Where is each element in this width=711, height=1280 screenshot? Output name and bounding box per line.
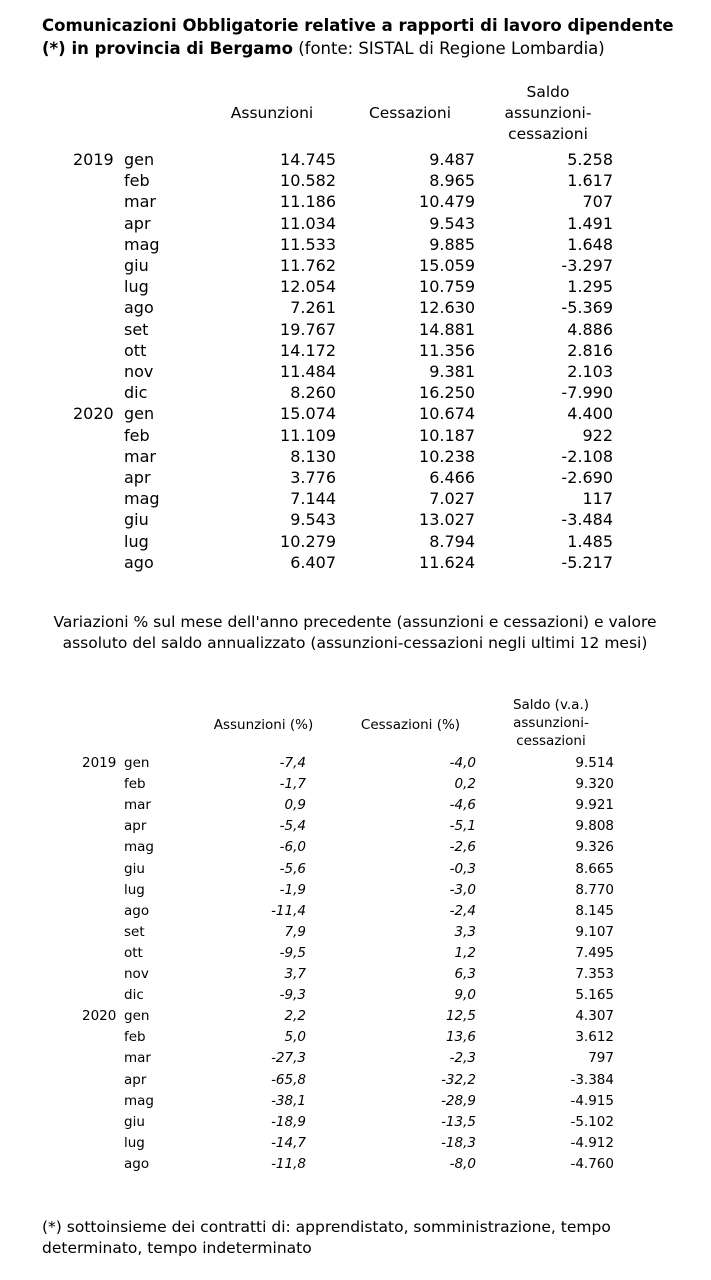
assunzioni-cell: 3.776 [290,468,336,487]
year-cell: 2019 [82,755,117,771]
saldo-cell: -5.102 [570,1113,614,1130]
cessazioni-cell: 10.759 [419,277,475,297]
saldo-cell: -3.384 [570,1071,614,1088]
cessazioni-cell: 9.543 [429,213,475,233]
saldo-cell: 9.107 [575,923,614,940]
table-row [0,467,711,488]
t1-header-cessazioni: Cessazioni [368,104,452,122]
assunzioni-cell: 8.130 [290,446,336,466]
month-cell: mag [124,839,154,856]
cessazioni-cell: 9.381 [429,362,475,381]
saldo-cell: 707 [582,192,613,212]
table-row [0,340,711,361]
saldo-cell: -2.108 [561,446,613,466]
month-cell: mag [124,489,160,509]
t2-header-saldo: Saldo (v.a.) assunzioni-cessazioni [512,697,590,749]
table-row [0,509,711,530]
month-cell: nov [124,362,154,381]
assunzioni-cell: 7.144 [290,489,336,509]
cessazioni-cell: -0,3 [449,860,476,877]
saldo-cell: 9.808 [575,818,614,835]
cessazioni-cell: -4,6 [449,797,476,814]
year-cell: 2019 [73,150,114,169]
table-row [0,795,711,816]
table-row [0,1091,711,1112]
month-cell: feb [124,776,146,793]
table-row [0,1112,711,1133]
saldo-cell: 922 [582,425,613,445]
cessazioni-cell: -28,9 [441,1092,476,1109]
saldo-cell: -3.484 [561,510,613,530]
title-source: (fonte: SISTAL di Regione Lombardia) [298,39,605,58]
cessazioni-cell: 6.466 [429,468,475,487]
month-cell: ago [124,902,150,919]
assunzioni-cell: -5,4 [279,818,306,835]
cessazioni-cell: 15.059 [419,256,475,275]
month-cell: feb [124,425,150,445]
month-cell: giu [124,510,149,530]
t1-header-saldo: Saldo assunzioni-cessazioni [504,83,592,143]
month-cell: lug [124,531,149,551]
table-row [0,361,711,382]
assunzioni-cell: -1,9 [279,881,306,898]
saldo-cell: 1.491 [567,213,613,233]
saldo-cell: 9.514 [575,755,614,771]
saldo-cell: 9.320 [575,776,614,793]
table-row [0,213,711,234]
cessazioni-cell: -4,0 [449,755,476,771]
month-cell: ago [124,552,154,572]
month-cell: mag [124,234,160,254]
month-cell: gen [124,404,155,424]
month-cell: dic [124,383,148,403]
assunzioni-cell: -18,9 [271,1113,306,1130]
saldo-cell: 1.485 [567,531,613,551]
month-cell: mag [124,1092,154,1109]
saldo-cell: 5.165 [575,987,614,1004]
saldo-cell: 7.495 [575,944,614,961]
saldo-cell: 4.307 [575,1008,614,1025]
assunzioni-cell: -14,7 [271,1134,306,1151]
table-row [0,446,711,467]
assunzioni-cell: 6.407 [290,552,336,572]
cessazioni-cell: 9,0 [454,987,476,1004]
cessazioni-cell: 0,2 [454,776,476,793]
cessazioni-cell: 14.881 [419,319,475,339]
month-cell: feb [124,1029,146,1046]
saldo-cell: -5.369 [561,298,613,318]
table-row [0,774,711,795]
saldo-cell: 8.665 [575,860,614,877]
assunzioni-cell: 11.186 [280,192,336,212]
assunzioni-cell: 11.533 [280,234,336,254]
cessazioni-cell: 10.479 [419,192,475,212]
table-row [0,859,711,880]
saldo-cell: 3.612 [575,1029,614,1046]
cessazioni-cell: 8.965 [429,171,475,191]
assunzioni-cell: 11.109 [280,425,336,445]
table-row [0,382,711,403]
month-cell: lug [124,1134,145,1151]
year-cell: 2020 [82,1008,117,1025]
assunzioni-cell: -1,7 [279,776,306,793]
month-cell: ott [124,944,143,961]
table-row [0,255,711,276]
saldo-cell: 797 [588,1050,614,1067]
saldo-cell: 5.258 [567,150,613,169]
table-row [0,922,711,943]
assunzioni-cell: 11.762 [280,256,336,275]
assunzioni-cell: -9,5 [279,944,306,961]
saldo-cell: -4.915 [570,1092,614,1109]
assunzioni-cell: 7,9 [284,923,306,940]
cessazioni-cell: 10.674 [419,404,475,424]
saldo-cell: 1.648 [567,234,613,254]
cessazioni-cell: -8,0 [449,1155,476,1172]
table-row [0,234,711,255]
month-cell: mar [124,446,156,466]
saldo-cell: -5.217 [561,552,613,572]
month-cell: apr [124,468,151,487]
cessazioni-cell: 3,3 [454,923,476,940]
month-cell: gen [124,150,155,169]
cessazioni-cell: 11.624 [419,552,475,572]
footnote: (*) sottoinsieme dei contratti di: apprendistato, somministrazione, tempo determinato, tempo indeterminato [42,1218,611,1257]
cessazioni-cell: 12,5 [445,1008,476,1025]
month-cell: mar [124,192,156,212]
cessazioni-cell: 11.356 [419,340,475,360]
assunzioni-cell: -9,3 [279,987,306,1004]
cessazioni-cell: 10.187 [419,425,475,445]
table-row [0,319,711,340]
table-row [0,1048,711,1069]
saldo-cell: 4.886 [567,319,613,339]
cessazioni-cell: 6,3 [454,966,476,982]
table-row [0,488,711,509]
month-cell: gen [124,755,150,771]
assunzioni-cell: -27,3 [271,1050,306,1067]
saldo-cell: 8.770 [575,881,614,898]
month-cell: giu [124,256,149,275]
table-row [0,170,711,191]
assunzioni-cell: 8.260 [290,383,336,403]
assunzioni-cell: 10.279 [280,531,336,551]
saldo-cell: -4.912 [570,1134,614,1151]
table-row [0,880,711,901]
cessazioni-cell: -3,0 [449,881,476,898]
saldo-cell: -3.297 [561,256,613,275]
assunzioni-cell: 0,9 [284,797,306,814]
saldo-cell: 8.145 [575,902,614,919]
table-row [0,425,711,446]
assunzioni-cell: 12.054 [280,277,336,297]
saldo-cell: -4.760 [570,1155,614,1172]
table-row [0,837,711,858]
table-row [0,985,711,1006]
cessazioni-cell: -2,3 [449,1050,476,1067]
saldo-cell: -7.990 [561,383,613,403]
month-cell: dic [124,987,144,1004]
assunzioni-cell: -38,1 [271,1092,306,1109]
month-cell: lug [124,881,145,898]
month-cell: mar [124,797,151,814]
cessazioni-cell: 13,6 [445,1029,476,1046]
assunzioni-cell: -6,0 [279,839,306,856]
assunzioni-cell: 14.172 [280,340,336,360]
saldo-cell: 7.353 [575,966,614,982]
month-cell: gen [124,1008,150,1025]
cessazioni-cell: 12.630 [419,298,475,318]
year-cell: 2020 [73,404,114,424]
assunzioni-cell: 15.074 [280,404,336,424]
cessazioni-cell: -5,1 [449,818,476,835]
t2-header-cessazioni: Cessazioni (%) [360,717,461,733]
cessazioni-cell: 9.487 [429,150,475,169]
cessazioni-cell: 16.250 [419,383,475,403]
month-cell: giu [124,860,145,877]
table-row [0,964,711,985]
saldo-cell: 1.295 [567,277,613,297]
table-row [0,901,711,922]
cessazioni-cell: 1,2 [454,944,476,961]
assunzioni-cell: 11.034 [280,213,336,233]
saldo-cell: 4.400 [567,404,613,424]
assunzioni-cell: -5,6 [279,860,306,877]
month-cell: set [124,319,149,339]
table-row [0,552,711,573]
assunzioni-cell: -65,8 [271,1071,306,1088]
cessazioni-cell: -13,5 [441,1113,476,1130]
table-row [0,149,711,170]
month-cell: giu [124,1113,145,1130]
assunzioni-cell: 3,7 [284,966,306,982]
table-row [0,1154,711,1175]
assunzioni-cell: -7,4 [279,755,306,771]
month-cell: feb [124,171,150,191]
assunzioni-cell: 5,0 [284,1029,306,1046]
month-cell: ott [124,340,147,360]
saldo-cell: 1.617 [567,171,613,191]
month-cell: nov [124,966,149,982]
table2-subtitle: Variazioni % sul mese dell'anno precedente (assunzioni e cessazioni) e valore assoluto del saldo annualizzato (assunzioni-cessazioni negli ultimi 12 mesi) [53,613,657,652]
title-bold: Comunicazioni Obbligatorie relative a rapporti di lavoro dipendente (*) in provincia di Bergamo [42,16,674,58]
table-row [0,816,711,837]
table-row [0,191,711,212]
assunzioni-cell: 11.484 [280,362,336,381]
assunzioni-cell: 14.745 [280,150,336,169]
table-row [0,753,711,774]
saldo-cell: -2.690 [561,468,613,487]
assunzioni-cell: 9.543 [290,510,336,530]
t2-header-assunzioni: Assunzioni (%) [213,717,314,733]
month-cell: apr [124,818,147,835]
table-row [0,1133,711,1154]
cessazioni-cell: -32,2 [441,1071,476,1088]
cessazioni-cell: 7.027 [429,489,475,509]
assunzioni-cell: 2,2 [284,1008,306,1025]
assunzioni-cell: 10.582 [280,171,336,191]
cessazioni-cell: 8.794 [429,531,475,551]
month-cell: apr [124,1071,147,1088]
t1-header-assunzioni: Assunzioni [230,104,314,122]
saldo-cell: 9.326 [575,839,614,856]
month-cell: lug [124,277,149,297]
assunzioni-cell: -11,8 [271,1155,306,1172]
cessazioni-cell: -2,4 [449,902,476,919]
saldo-cell: 117 [582,489,613,509]
month-cell: set [124,923,145,940]
cessazioni-cell: -2,6 [449,839,476,856]
table-row [0,276,711,297]
month-cell: mar [124,1050,151,1067]
table-row [0,403,711,424]
document-title [42,14,702,60]
table-row [0,531,711,552]
assunzioni-cell: 7.261 [290,298,336,318]
table-row [0,1070,711,1091]
assunzioni-cell: -11,4 [271,902,306,919]
cessazioni-cell: -18,3 [441,1134,476,1151]
month-cell: ago [124,1155,150,1172]
assunzioni-cell: 19.767 [280,319,336,339]
table-row [0,1027,711,1048]
month-cell: apr [124,213,151,233]
saldo-cell: 9.921 [575,797,614,814]
table-row [0,1006,711,1027]
saldo-cell: 2.816 [567,340,613,360]
cessazioni-cell: 9.885 [429,234,475,254]
cessazioni-cell: 13.027 [419,510,475,530]
saldo-cell: 2.103 [567,362,613,381]
month-cell: ago [124,298,154,318]
table-row [0,297,711,318]
table-row [0,943,711,964]
cessazioni-cell: 10.238 [419,446,475,466]
